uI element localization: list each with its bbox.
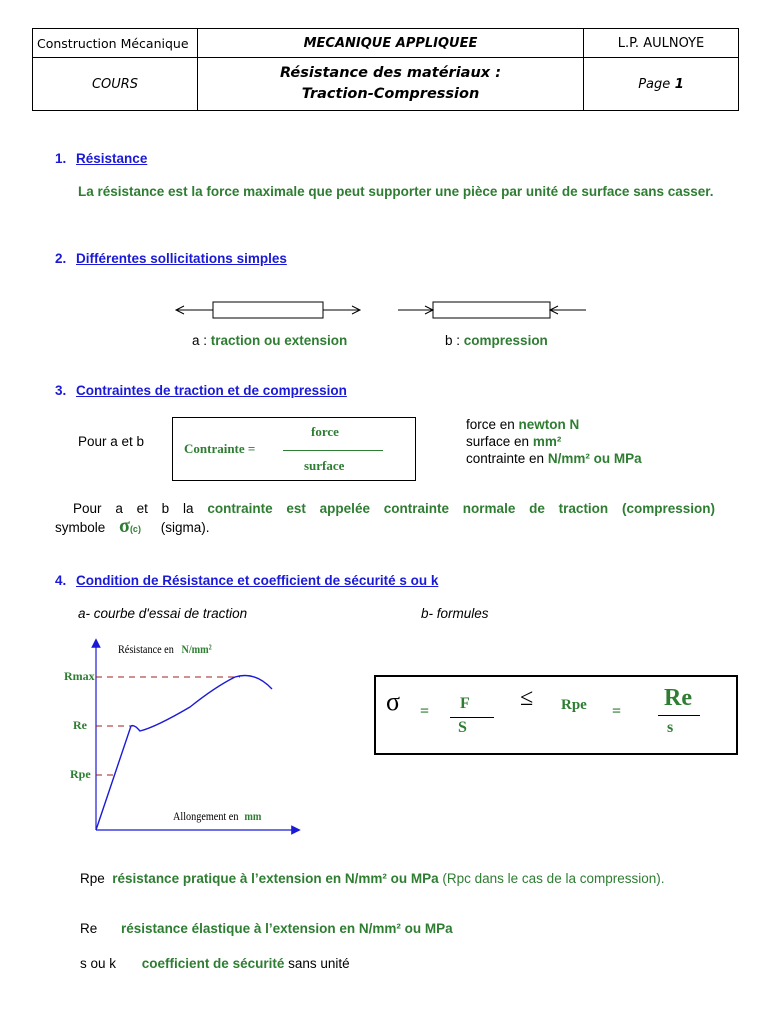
unit-contrainte: [466, 450, 642, 467]
compression-bar: [433, 302, 550, 318]
graph-y-label-unit: N/mm²: [181, 642, 212, 656]
definition-s-note: sans unité: [288, 956, 350, 971]
section-3-title: Contraintes de traction et de compression: [76, 383, 347, 398]
section-1-heading: [55, 150, 147, 167]
traction-bar: [213, 302, 323, 318]
header-subject: Construction Mécanique: [32, 28, 198, 58]
unit-surface-label: surface en: [466, 434, 530, 449]
traction-caption-label: traction ou extension: [210, 333, 348, 348]
header-course-title: MECANIQUE APPLIQUEE: [197, 28, 584, 58]
formula-rpe: Rpe: [561, 697, 587, 713]
header-chapter-line1: Résistance des matériaux :: [279, 65, 501, 81]
definition-rpe-text: résistance pratique à l’extension en N/mm² ou MPa: [112, 871, 439, 886]
section-1-body: La résistance est la force maximale que peut supporter une pièce par unité de surface sans casser.: [78, 184, 714, 199]
pour-a-et-b-label: Pour a et b: [78, 434, 145, 449]
header-type: [32, 57, 198, 111]
compression-caption-prefix: b :: [445, 333, 461, 348]
formula-surface: surface: [304, 458, 345, 473]
graph-x-label-unit: mm: [244, 809, 262, 823]
section-4-heading: [55, 572, 438, 589]
traction-caption: [192, 332, 347, 349]
unit-surface: [466, 433, 642, 450]
header-school: L.P. AULNOYE: [583, 28, 739, 58]
subheading-courbe: a- courbe d'essai de traction: [78, 606, 248, 621]
contrainte-paragraph-definition: contrainte est appelée contrainte normale de traction (compression): [207, 501, 715, 516]
page-number: 1: [674, 76, 684, 92]
section-4-number: 4.: [55, 573, 67, 588]
section-3-number: 3.: [55, 383, 67, 398]
graph-y-label-text: Résistance en: [118, 642, 174, 656]
section-2-number: 2.: [55, 251, 67, 266]
formula-equals-2: =: [612, 703, 622, 720]
unit-contrainte-value: N/mm² ou MPa: [547, 451, 642, 466]
definition-rpe: [80, 870, 714, 887]
graph-y-label: [118, 642, 212, 657]
section-2-title: Différentes sollicitations simples: [76, 251, 287, 266]
header-type-text: COURS: [91, 76, 139, 92]
sollicitations-diagram: [0, 290, 768, 330]
unit-surface-value: mm²: [532, 434, 562, 449]
definition-re-text: résistance élastique à l’extension en N/mm² ou MPa: [121, 921, 453, 936]
definition-s-text: coefficient de sécurité: [141, 956, 285, 971]
formula-re-s-bar: [658, 715, 700, 716]
definition-re-key: Re: [80, 921, 98, 936]
unit-force-label: force en: [466, 417, 515, 432]
section-1-number: 1.: [55, 151, 67, 166]
unit-force: [466, 416, 642, 433]
formula-Re: Re: [664, 685, 692, 711]
formula-leq: ≤: [520, 685, 534, 711]
traction-caption-prefix: a :: [192, 333, 208, 348]
graph-re-label: Re: [73, 718, 87, 732]
sigma-symbol: σ: [119, 515, 130, 537]
section-4-title: Condition de Résistance et coefficient de sécurité s ou k: [76, 573, 439, 588]
definition-s-key: s ou k: [80, 956, 117, 971]
definition-s: [80, 955, 350, 972]
formula-sigma: σ: [386, 687, 401, 716]
formula-fraction-bar: [283, 450, 383, 451]
header-page: [583, 57, 739, 111]
formula-S: S: [458, 719, 467, 736]
subheading-formules: b- formules: [421, 606, 489, 621]
formula-contrainte-label: Contrainte =: [184, 441, 256, 456]
formula-s: s: [667, 719, 674, 736]
graph-rpe-label: Rpe: [70, 767, 91, 781]
graph-x-label-text: Allongement en: [173, 809, 239, 823]
header-chapter-line2: Traction-Compression: [301, 86, 480, 102]
section-3-heading: [55, 382, 347, 399]
traction-diagram: [176, 302, 360, 318]
stress-strain-curve: [96, 676, 272, 831]
header-chapter: [197, 57, 584, 111]
contrainte-paragraph-prefix: Pour a et b la: [73, 501, 194, 516]
contrainte-formula-box: [172, 417, 416, 481]
section-1-title: Résistance: [76, 151, 148, 166]
symbole-label: symbole: [55, 520, 106, 535]
compression-caption: [445, 332, 548, 349]
graph-rmax-label: Rmax: [64, 669, 95, 683]
formula-F: F: [460, 695, 470, 712]
definition-re: [80, 920, 453, 937]
unit-force-value: newton N: [518, 417, 580, 432]
compression-diagram: [398, 302, 586, 318]
definition-rpe-note: (Rpc dans le cas de la compression).: [442, 871, 665, 886]
sigma-subscript: (c): [129, 524, 141, 534]
sigma-name: (sigma).: [160, 520, 210, 535]
page-label: Page: [638, 76, 671, 92]
compression-caption-label: compression: [463, 333, 548, 348]
definition-rpe-key: Rpe: [80, 871, 105, 886]
contrainte-paragraph: [73, 500, 715, 517]
graph-x-label: [173, 809, 261, 824]
units-list: [466, 416, 642, 467]
symbole-line: [55, 515, 210, 538]
section-2-heading: [55, 250, 287, 267]
formula-force: force: [311, 424, 339, 439]
unit-contrainte-label: contrainte en: [466, 451, 545, 466]
formula-equals-1: =: [420, 703, 430, 720]
formula-fs-bar: [450, 717, 494, 718]
resistance-formula-box: [374, 675, 738, 755]
